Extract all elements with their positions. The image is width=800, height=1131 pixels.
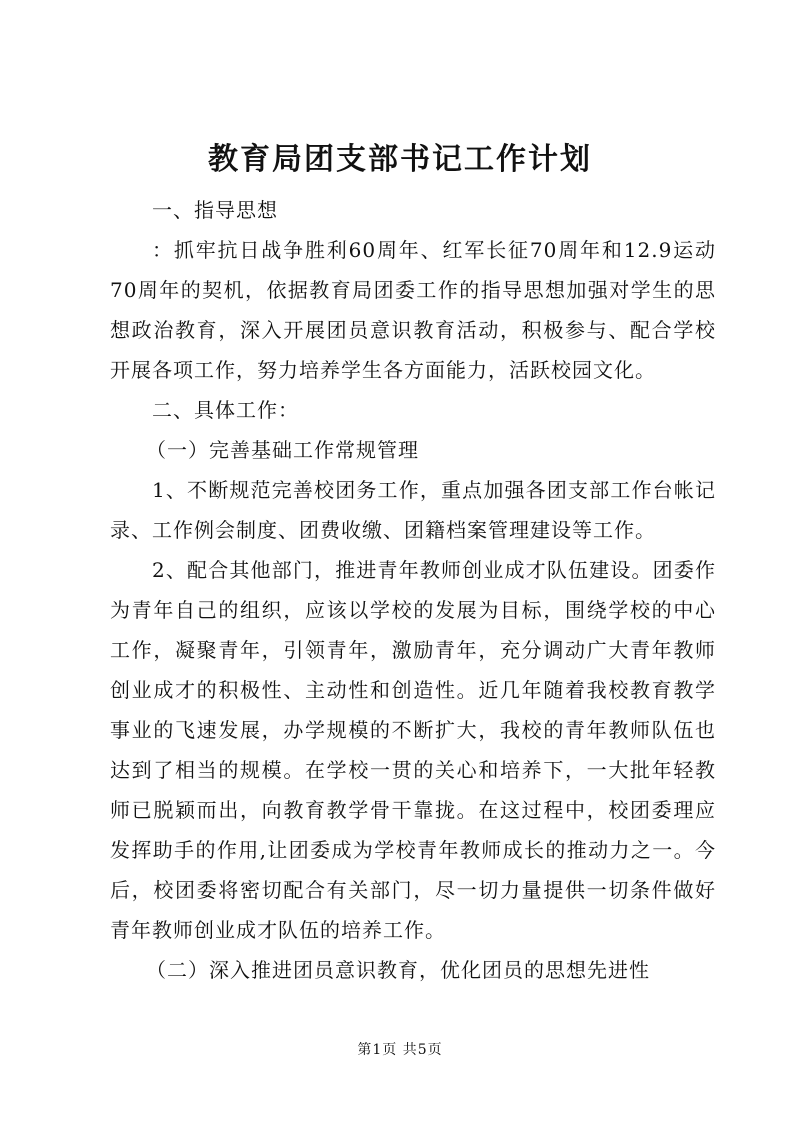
paragraph-item-2: 2、配合其他部门，推进青年教师创业成才队伍建设。团委作为青年自己的组织，应该以学校的发展为目标，围绕学校的中心工作，凝聚青年，引领青年，激励青年，充分调动广大青年教师创业成才的积极性、主动性和创造性。近几年随着我校教育教学事业的飞速发展，办学规模的不断扩大，我校的青年教师队伍也达到了相当的规模。在学校一贯的关心和培养下，一大批年轻教师已脱颖而出，向教育教学骨干靠拢。在这过程中，校团委理应发挥助手的作用,让团委成为学校青年教师成长的推动力之一。今后，校团委将密切配合有关部门，尽一切力量提供一切条件做好青年教师创业成才队伍的培养工作。: [110, 558, 716, 942]
document-title: 教育局团支部书记工作计划: [208, 142, 592, 177]
subheading-basic-work: （一）完善基础工作常规管理: [146, 438, 419, 462]
heading-guiding-thought: 一、指导思想: [152, 198, 278, 222]
paragraph-item-1: 1、不断规范完善校团务工作，重点加强各团支部工作台帐记录、工作例会制度、团费收缴、团籍档案管理建设等工作。: [110, 478, 716, 542]
paragraph-guiding-thought: ：抓牢抗日战争胜利60周年、红军长征70周年和12.9运动70周年的契机，依据教育局团委工作的指导思想加强对学生的思想政治教育，深入开展团员意识教育活动，积极参与、配合学校开展各项工作，努力培养学生各方面能力，活跃校园文化。: [110, 238, 716, 382]
heading-specific-work: 二、具体工作：: [152, 398, 299, 422]
page-footer: 第1页 共5页: [357, 1042, 443, 1058]
document-body: [110, 190, 716, 990]
subheading-member-education: （二）深入推进团员意识教育，优化团员的思想先进性: [146, 958, 650, 982]
